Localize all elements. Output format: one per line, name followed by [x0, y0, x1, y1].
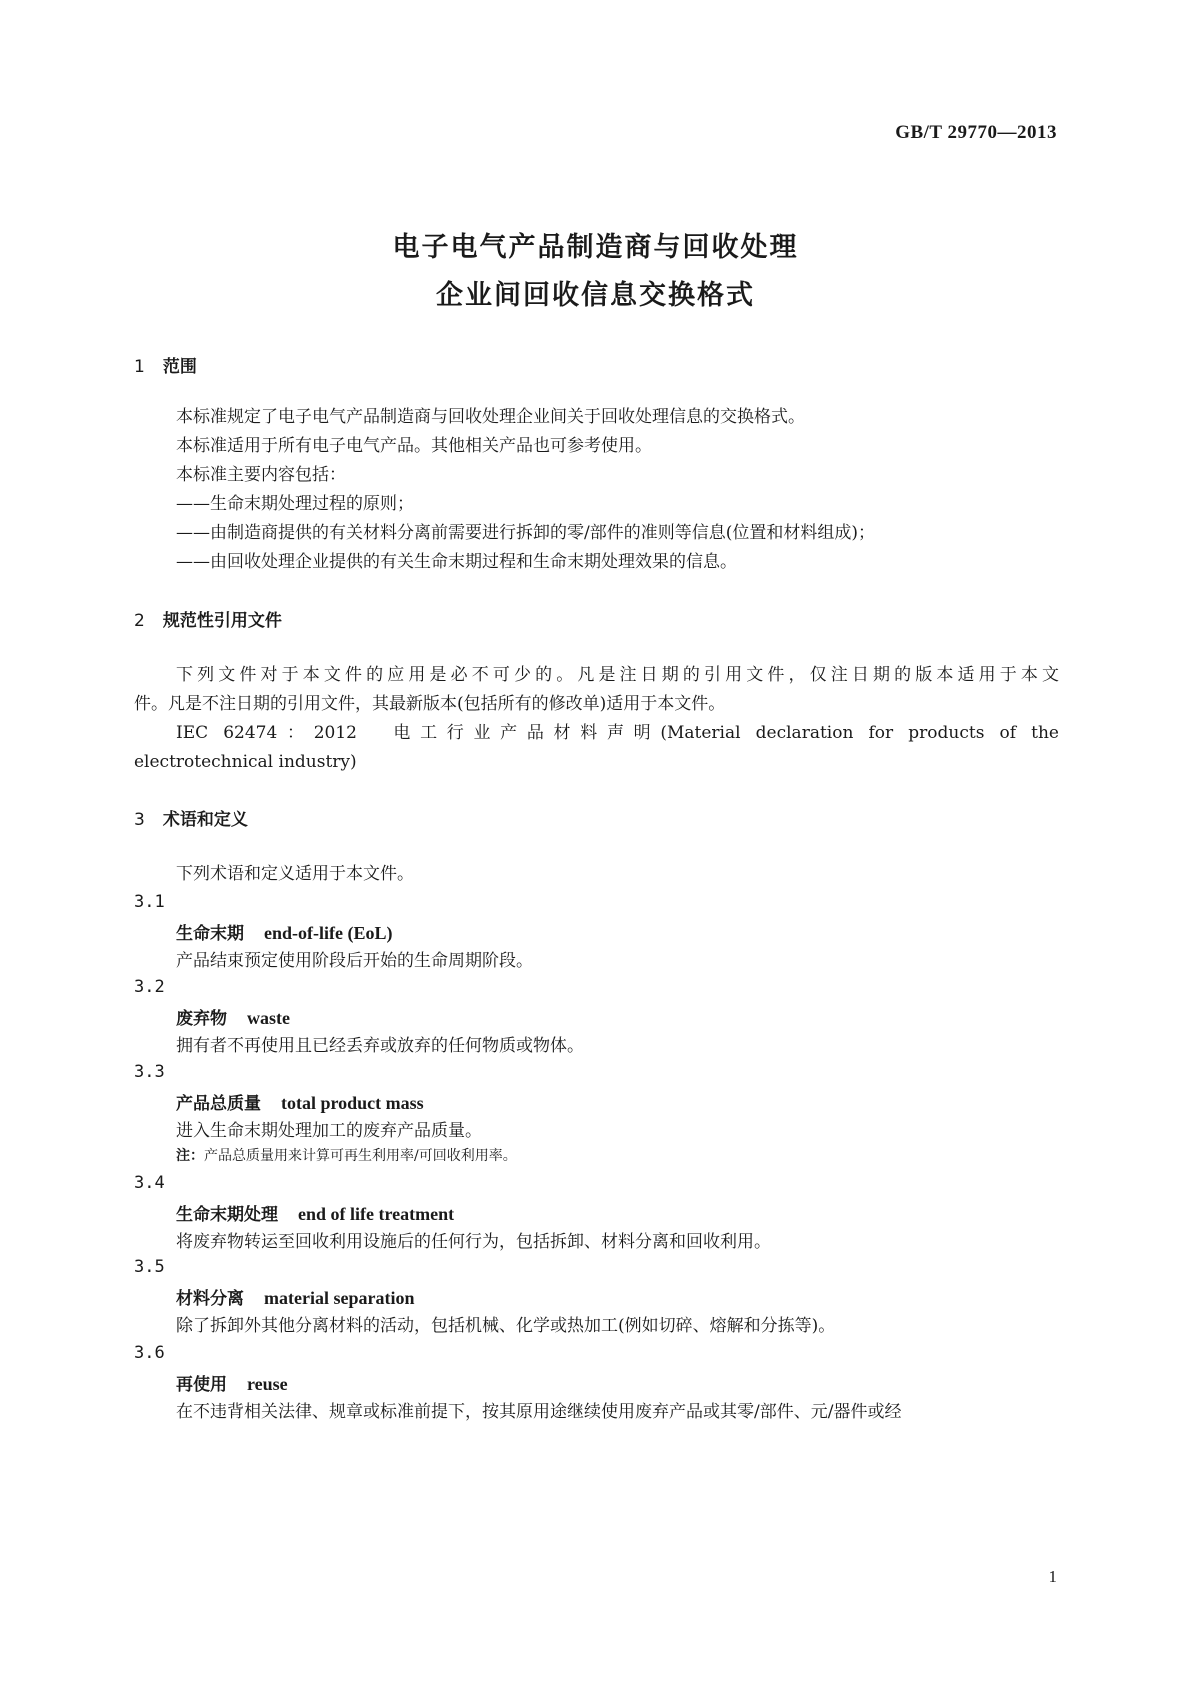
term-zh: 产品总质量	[176, 1094, 261, 1114]
section-1-list-item: ——由制造商提供的有关材料分离前需要进行拆卸的零/部件的准则等信息(位置和材料组成)；	[176, 523, 875, 543]
section-number: 1	[134, 357, 145, 377]
term-zh: 生命末期处理	[176, 1205, 278, 1225]
term-heading	[176, 1370, 288, 1395]
normative-reference-continued: electrotechnical industry)	[134, 752, 357, 772]
section-2-paragraph-line: 件。凡是不注日期的引用文件，其最新版本(包括所有的修改单)适用于本文件。	[134, 694, 726, 714]
section-1-list-item: ——生命末期处理过程的原则；	[176, 494, 414, 514]
section-1-list-item: ——由回收处理企业提供的有关生命末期过程和生命末期处理效果的信息。	[176, 552, 737, 572]
term-definition: 拥有者不再使用且已经丢弃或放弃的任何物质或物体。	[176, 1036, 584, 1056]
term-number: 3.1	[134, 892, 165, 912]
normative-reference: IEC 62474：2012 电工行业产品材料声明(Material declaration for products of the	[176, 723, 1059, 743]
term-definition: 在不违背相关法律、规章或标准前提下，按其原用途继续使用废弃产品或其零/部件、元/器件或经	[176, 1402, 902, 1422]
term-en: end-of-life (EoL)	[264, 923, 393, 943]
term-zh: 废弃物	[176, 1009, 227, 1029]
term-heading	[176, 919, 392, 944]
term-en: total product mass	[281, 1093, 424, 1113]
term-zh: 材料分离	[176, 1289, 244, 1309]
term-definition: 进入生命末期处理加工的废弃产品质量。	[176, 1121, 482, 1141]
note-label: 注：	[176, 1148, 204, 1164]
term-en: material separation	[264, 1288, 415, 1308]
term-heading	[176, 1004, 290, 1029]
section-number: 3	[134, 810, 145, 830]
section-2-heading	[134, 606, 282, 631]
term-heading	[176, 1284, 414, 1309]
section-1-heading	[134, 352, 197, 377]
term-definition: 产品结束预定使用阶段后开始的生命周期阶段。	[176, 951, 533, 971]
section-3-intro: 下列术语和定义适用于本文件。	[176, 864, 414, 884]
term-number: 3.5	[134, 1257, 165, 1277]
term-zh: 再使用	[176, 1375, 227, 1395]
section-title: 术语和定义	[162, 810, 248, 830]
term-en: reuse	[247, 1374, 288, 1394]
term-number: 3.3	[134, 1062, 165, 1082]
title-line-2: 企业间回收信息交换格式	[436, 280, 755, 311]
term-definition: 除了拆卸外其他分离材料的活动，包括机械、化学或热加工(例如切碎、熔解和分拣等)。	[176, 1316, 836, 1336]
term-heading	[176, 1200, 454, 1225]
page-number: 1	[1048, 1567, 1057, 1586]
term-en: end of life treatment	[298, 1204, 455, 1224]
section-1-paragraph: 本标准主要内容包括：	[176, 465, 346, 485]
term-heading	[176, 1089, 424, 1114]
standard-code: GB/T 29770—2013	[895, 122, 1057, 143]
section-title: 规范性引用文件	[162, 611, 282, 631]
term-en: waste	[247, 1008, 290, 1028]
term-number: 3.2	[134, 977, 165, 997]
section-1-paragraph: 本标准适用于所有电子电气产品。其他相关产品也可参考使用。	[176, 436, 652, 456]
section-title: 范围	[162, 357, 197, 377]
note-text: 产品总质量用来计算可再生利用率/可回收利用率。	[204, 1148, 517, 1164]
document-title	[0, 224, 1191, 320]
term-note	[176, 1145, 517, 1165]
section-3-heading	[134, 805, 248, 830]
term-zh: 生命末期	[176, 924, 244, 944]
title-line-1: 电子电气产品制造商与回收处理	[392, 232, 799, 263]
section-1-paragraph: 本标准规定了电子电气产品制造商与回收处理企业间关于回收处理信息的交换格式。	[176, 407, 805, 427]
section-number: 2	[134, 611, 145, 631]
term-definition: 将废弃物转运至回收利用设施后的任何行为，包括拆卸、材料分离和回收利用。	[176, 1232, 771, 1252]
term-number: 3.4	[134, 1173, 165, 1193]
section-2-paragraph-line: 下列文件对于本文件的应用是必不可少的。凡是注日期的引用文件，仅注日期的版本适用于本文	[176, 665, 1059, 685]
term-number: 3.6	[134, 1343, 165, 1363]
